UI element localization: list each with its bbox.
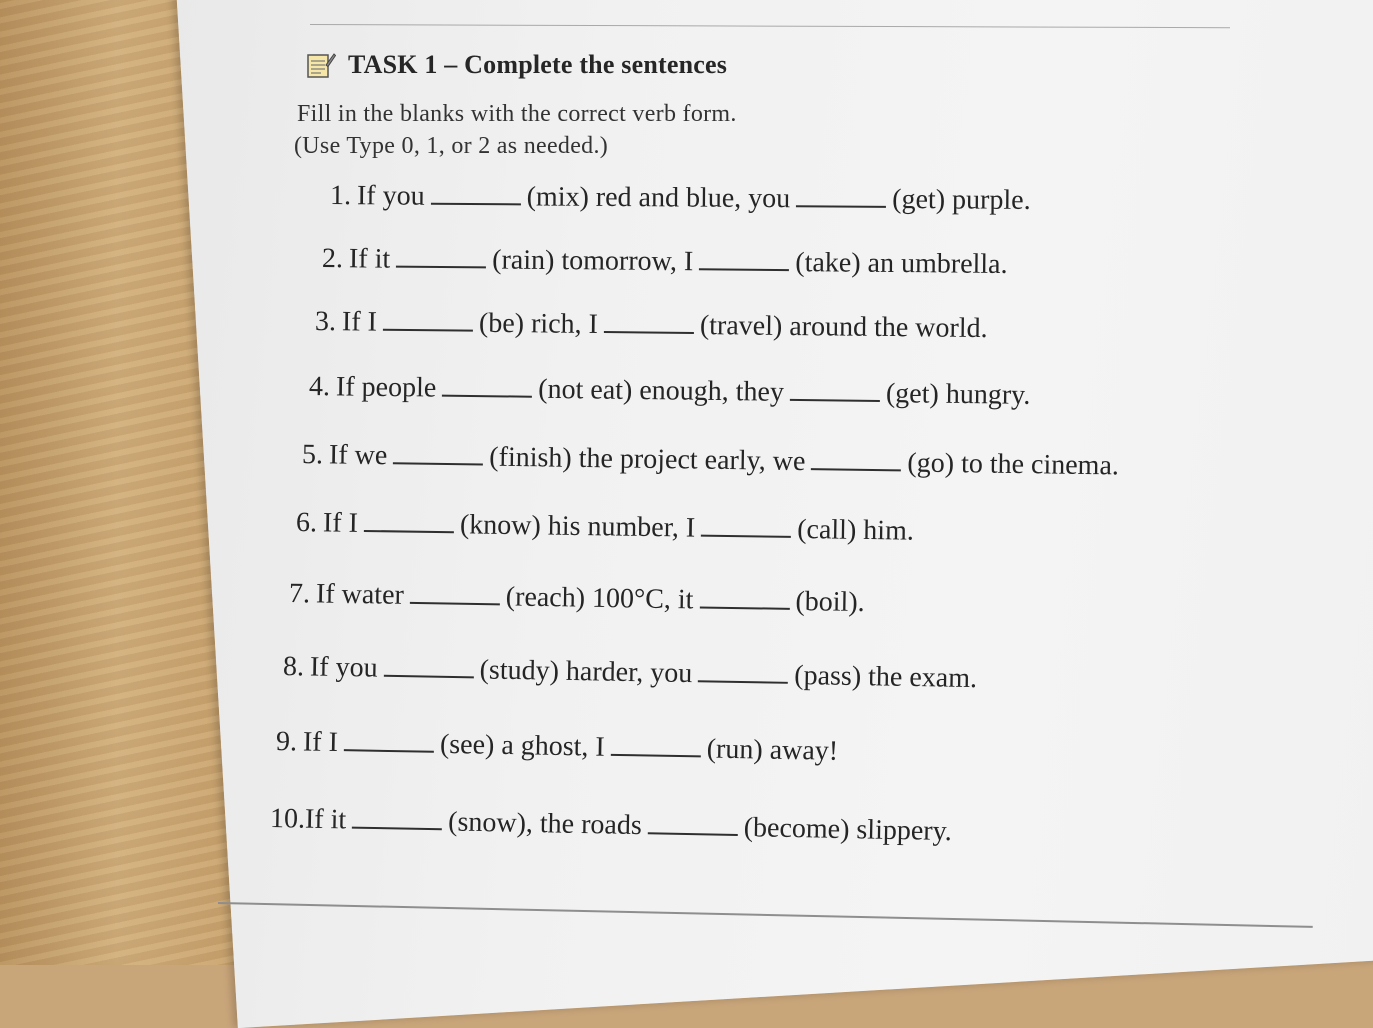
item-text: If water — [315, 578, 405, 611]
task-header — [306, 50, 727, 80]
item-text: If it — [304, 803, 347, 836]
item-text: (get) purple. — [892, 183, 1031, 216]
item-text: If I — [322, 507, 359, 539]
item-number: 10. — [269, 803, 306, 835]
answer-blank[interactable] — [790, 398, 880, 402]
answer-blank[interactable] — [611, 753, 701, 758]
sentence-item-3 — [315, 306, 988, 345]
item-text: (study) harder, you — [479, 654, 693, 690]
answer-blank[interactable] — [410, 601, 500, 605]
answer-blank[interactable] — [383, 328, 473, 332]
item-text: (mix) red and blue, you — [526, 181, 791, 215]
answer-blank[interactable] — [648, 831, 738, 836]
item-text: If I — [341, 306, 378, 338]
answer-blank[interactable] — [431, 202, 521, 206]
instruction-line-1: Fill in the blanks with the correct verb form. — [297, 101, 737, 127]
item-text: If you — [309, 651, 378, 684]
task-title: TASK 1 – Complete the sentences — [348, 50, 728, 79]
sentence-item-7 — [289, 578, 865, 619]
item-text: If you — [356, 180, 425, 212]
answer-blank[interactable] — [352, 826, 442, 831]
item-number: 1. — [329, 180, 352, 212]
item-number: 6. — [295, 507, 318, 539]
item-number: 2. — [321, 243, 344, 275]
item-text: (run) away! — [706, 733, 839, 767]
answer-blank[interactable] — [604, 330, 694, 334]
item-number: 9. — [275, 726, 298, 758]
sentence-item-9 — [276, 726, 839, 768]
item-text: (take) an umbrella. — [795, 247, 1008, 280]
item-text: (boil). — [795, 585, 865, 619]
top-divider — [310, 24, 1230, 28]
answer-blank[interactable] — [811, 467, 901, 471]
answer-blank[interactable] — [698, 679, 788, 684]
sentence-item-8 — [283, 651, 978, 695]
instruction-line-2: (Use Type 0, 1, or 2 as needed.) — [294, 133, 609, 159]
item-number: 5. — [301, 439, 324, 471]
item-text: (snow), the roads — [447, 806, 643, 842]
item-text: If I — [302, 726, 339, 759]
sentence-item-1 — [330, 180, 1031, 217]
item-number: 3. — [314, 306, 337, 338]
item-text: If we — [328, 439, 388, 472]
item-text: (be) rich, I — [478, 307, 599, 340]
item-number: 4. — [308, 371, 331, 403]
item-text: (rain) tomorrow, I — [492, 244, 694, 278]
answer-blank[interactable] — [364, 529, 454, 533]
sentence-item-2 — [322, 243, 1008, 281]
item-number: 7. — [288, 578, 311, 610]
item-text: (see) a ghost, I — [439, 728, 606, 763]
answer-blank[interactable] — [442, 394, 532, 398]
bottom-divider — [218, 902, 1313, 928]
item-text: (become) slippery. — [743, 812, 953, 848]
item-text: (know) his number, I — [459, 509, 696, 544]
item-text: (pass) the exam. — [794, 659, 978, 695]
item-number: 8. — [282, 651, 305, 683]
item-text: (reach) 100°C, it — [505, 581, 694, 616]
sentence-item-4 — [309, 371, 1031, 412]
answer-blank[interactable] — [393, 461, 483, 465]
answer-blank[interactable] — [384, 674, 474, 679]
item-text: (travel) around the world. — [699, 310, 988, 345]
item-text: (call) him. — [797, 514, 915, 547]
sentence-item-10 — [270, 803, 952, 848]
item-text: If people — [335, 371, 437, 404]
item-text: (get) hungry. — [885, 378, 1031, 411]
item-text: If it — [348, 243, 391, 275]
item-text: (finish) the project early, we — [489, 441, 806, 478]
answer-blank[interactable] — [796, 204, 886, 208]
answer-blank[interactable] — [396, 265, 486, 269]
sentence-item-6 — [296, 507, 914, 548]
answer-blank[interactable] — [699, 267, 789, 271]
sentence-item-5 — [302, 439, 1119, 482]
answer-blank[interactable] — [344, 748, 434, 753]
answer-blank[interactable] — [699, 605, 789, 609]
answer-blank[interactable] — [701, 534, 791, 538]
notepad-icon — [306, 51, 336, 79]
item-text: (not eat) enough, they — [538, 373, 785, 408]
item-text: (go) to the cinema. — [907, 447, 1120, 482]
